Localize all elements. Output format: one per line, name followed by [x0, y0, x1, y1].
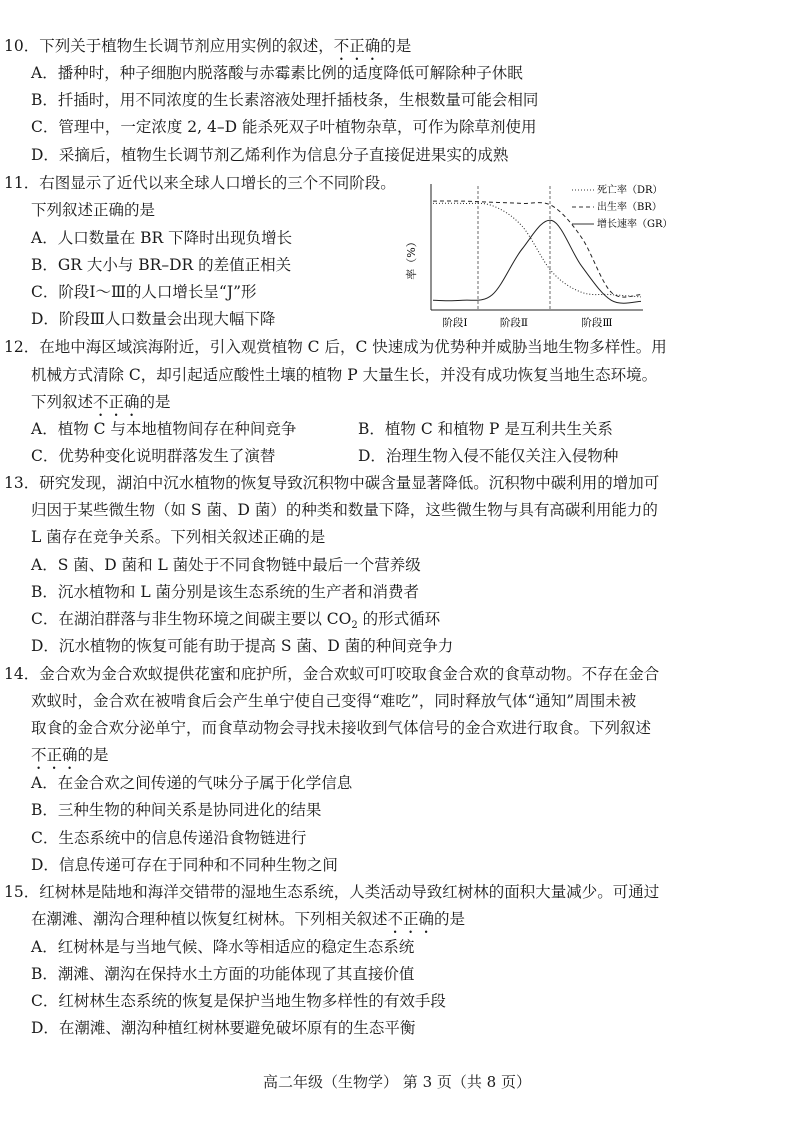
q15-stem-2: 在潮滩、潮沟合理种植以恢复红树林。下列相关叙述不正确的是 — [31, 910, 466, 928]
stage-label-1: 阶段Ⅰ — [442, 317, 468, 329]
q14-option-d: D．信息传递可存在于同种和不同种生物之间 — [31, 856, 338, 874]
q13-stem-2: 归因于某些微生物（如 S 菌、D 菌）的种类和数量下降，这些微生物与具有高碳利用能力的 — [31, 501, 658, 519]
q12-option-b: B．植物 C 和植物 P 是互利共生关系 — [358, 420, 613, 438]
q14-stem-4: 不正确的是 — [31, 746, 109, 764]
series-line-dr — [433, 203, 641, 297]
q10-stem: 10．下列关于植物生长调节剂应用实例的叙述，不正确的是 — [4, 37, 412, 55]
q10-option-d: D．采摘后，植物生长调节剂乙烯利作为信息分子直接促进果实的成熟 — [31, 146, 509, 164]
q15-option-c: C．红树林生态系统的恢复是保护当地生物多样性的有效手段 — [31, 992, 446, 1010]
q14-option-c: C．生态系统中的信息传递沿食物链进行 — [31, 829, 307, 847]
q13-stem-1: 13．研究发现，湖泊中沉水植物的恢复导致沉积物中碳含量显著降低。沉积物中碳利用的增加可 — [4, 474, 660, 492]
legend-br: 出生率（BR） — [597, 202, 662, 213]
q14-stem-3: 取食的金合欢分泌单宁，而食草动物会寻找未接收到气体信号的金合欢进行取食。下列叙述 — [31, 719, 652, 737]
q11-stem-2: 下列叙述正确的是 — [31, 201, 156, 219]
population-growth-chart — [405, 178, 673, 338]
q13-option-c: C．在湖泊群落与非生物环境之间碳主要以 $CO_2$ 的形式循环 — [31, 610, 441, 632]
q11-option-b: B．GR 大小与 BR–DR 的差值正相关 — [31, 256, 292, 274]
q12-stem-2: 机械方式清除 C，却引起适应酸性土壤的植物 P 大量生长，并没有成功恢复当地生态环境。 — [31, 366, 658, 384]
q15-option-b: B．潮滩、潮沟在保持水土方面的功能体现了其直接价值 — [31, 965, 415, 983]
q10-option-c: C．管理中，一定浓度 2, 4–D 能杀死双子叶植物杂草，可作为除草剂使用 — [31, 118, 537, 136]
q13-stem-3: L 菌存在竞争关系。下列相关叙述正确的是 — [31, 528, 326, 546]
series-line-gr — [433, 220, 641, 303]
stage-label-2: 阶段Ⅱ — [499, 317, 529, 329]
q15-option-d: D．在潮滩、潮沟种植红树林要避免破坏原有的生态平衡 — [31, 1019, 416, 1037]
y-axis-label: 率（%） — [405, 236, 418, 280]
q11-option-a: A．人口数量在 BR 下降时出现负增长 — [31, 229, 293, 247]
page-footer: 高二年级（生物学） 第 3 页（共 8 页） — [263, 1073, 531, 1091]
q15-option-a: A．红树林是与当地气候、降水等相适应的稳定生态系统 — [31, 938, 415, 956]
q14-option-a: A．在金合欢之间传递的气味分子属于化学信息 — [31, 774, 353, 792]
q12-option-a: A．植物 C 与本地植物间存在种间竞争 — [31, 420, 297, 438]
q13-option-d: D．沉水植物的恢复可能有助于提高 S 菌、D 菌的种间竞争力 — [31, 637, 454, 655]
q10-emphasis: 不正确 — [333, 37, 381, 55]
legend-gr: 增长速率（GR） — [597, 219, 673, 230]
q14-stem-1: 14．金合欢为金合欢蚁提供花蜜和庇护所，金合欢蚁可叮咬取食金合欢的食草动物。不存在金合 — [4, 665, 660, 683]
q12-option-d: D．治理生物入侵不能仅关注入侵物种 — [358, 447, 619, 465]
q11-stem-1: 11．右图显示了近代以来全球人口增长的三个不同阶段。 — [4, 174, 396, 192]
q12-stem-3: 下列叙述不正确的是 — [31, 393, 171, 411]
q15-stem-1: 15．红树林是陆地和海洋交错带的湿地生态系统，人类活动导致红树林的面积大量减少。可通过 — [4, 883, 660, 901]
q10-option-b: B．扦插时，用不同浓度的生长素溶液处理扦插枝条，生根数量可能会相同 — [31, 91, 539, 109]
legend — [572, 183, 673, 230]
q11-option-d: D．阶段Ⅲ人口数量会出现大幅下降 — [31, 310, 276, 328]
q14-stem-2: 欢蚁时，金合欢在被啃食后会产生单宁使自己变得“难吃”，同时释放气体“通知”周围未被 — [31, 692, 637, 710]
legend-dr: 死亡率（DR） — [597, 185, 663, 196]
q14-option-b: B．三种生物的种间关系是协同进化的结果 — [31, 801, 322, 819]
q11-option-c: C．阶段Ⅰ～Ⅲ的人口增长呈“J”形 — [31, 283, 257, 301]
stage-label-3: 阶段Ⅲ — [581, 317, 613, 329]
q12-option-c: C．优势种变化说明群落发生了演替 — [31, 447, 276, 465]
q10-option-a: A．播种时，种子细胞内脱落酸与赤霉素比例的适度降低可解除种子休眠 — [31, 64, 523, 82]
q13-option-b: B．沉水植物和 L 菌分别是该生态系统的生产者和消费者 — [31, 583, 420, 601]
q13-option-a: A．S 菌、D 菌和 L 菌处于不同食物链中最后一个营养级 — [31, 556, 421, 574]
q12-stem-1: 12．在地中海区域滨海附近，引入观赏植物 C 后，C 快速成为优势种并威胁当地生物多样性。用 — [4, 338, 667, 356]
